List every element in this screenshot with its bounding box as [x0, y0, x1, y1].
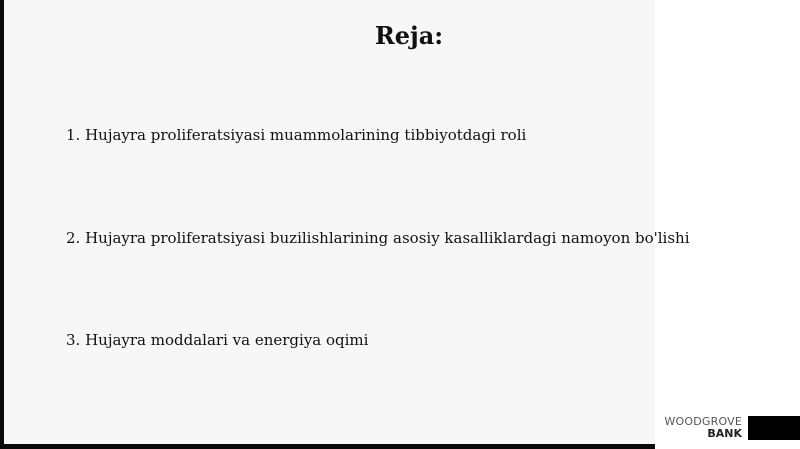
logo-block	[748, 416, 800, 440]
logo-text-bank: BANK	[707, 427, 742, 440]
agenda-item-1: 1. Hujayra proliferatsiyasi muammolarining tibbiyotdagi roli	[66, 126, 527, 144]
logo-text-woodgrove: WOODGROVE	[664, 415, 742, 428]
woodgrove-bank-logo	[658, 416, 742, 440]
agenda-item-2: 2. Hujayra proliferatsiyasi buzilishlarining asosiy kasalliklardagi namoyon bo'lishi	[66, 229, 690, 247]
slide-title: Reja:	[374, 21, 444, 50]
agenda-item-3: 3. Hujayra moddalari va energiya oqimi	[66, 331, 369, 349]
